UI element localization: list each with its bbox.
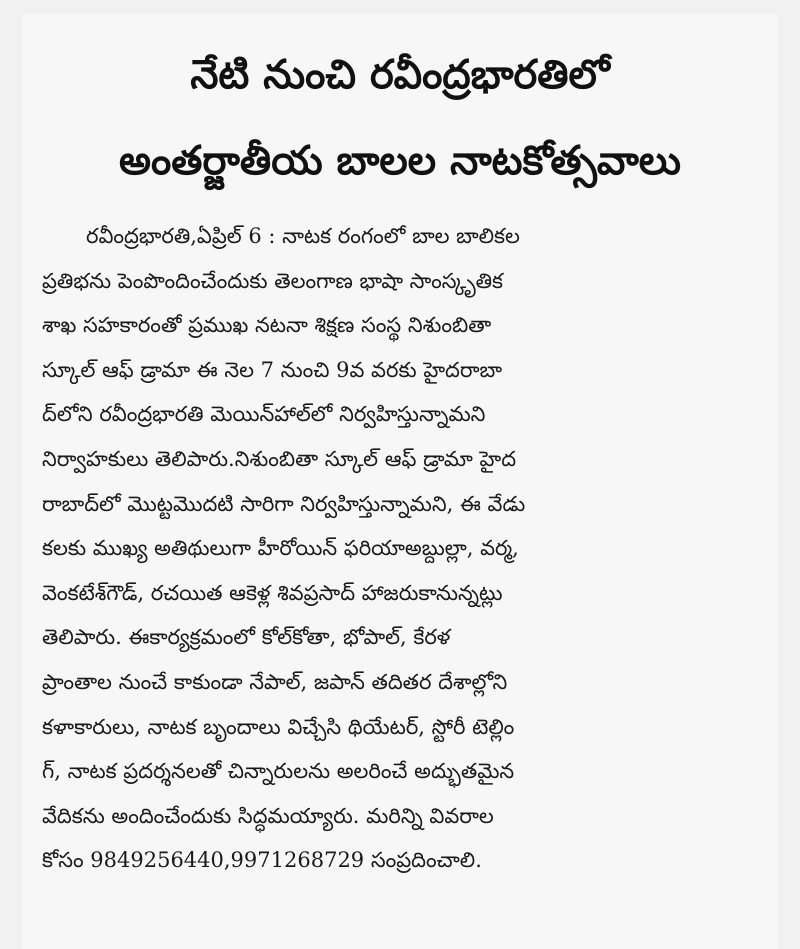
body-line: స్కూల్ ఆఫ్ డ్రామా ఈ నెల 7 నుంచి 9వ వరకు హైదరాబా [42,357,503,382]
body-line: వేదికను అందించేందుకు సిద్ధమయ్యారు. మరిన్ని వివరాల [42,803,494,828]
body-line: కలకు ముఖ్య అతిథులుగా హీరోయిన్ ఫరియాఅబ్దుల్లా, వర్మ, [42,536,519,561]
body-line: ప్రాంతాల నుంచే కాకుండా నేపాల్, జపాన్ తదితర దేశాల్లోని [42,669,508,694]
body-line: కళాకారులు, నాటక బృందాలు విచ్చేసి థియేటర్, స్టోరీ టెల్లిం [42,714,515,739]
headline-line-1: నేటి నుంచి రవీంద్రభారతిలో [190,52,610,98]
body-line: శాఖ సహకారంతో ప్రముఖ నటనా శిక్షణ సంస్థ నిశుంబితా [42,313,492,338]
body-line: వెంకటేశ్‌గౌడ్, రచయిత ఆకెళ్ల శివప్రసాద్ హాజరుకానున్నట్లు [42,580,503,605]
body-line: రాబాద్‌లో మొట్టమొదటి సారిగా నిర్వహిస్తున్నామని, ఈ వేడు [42,491,526,516]
body-line: ప్రతిభను పెంపొందించేందుకు తెలంగాణ భాషా సాంస్కృతిక [42,268,504,293]
article-body [42,214,772,883]
body-line: తెలిపారు. ఈకార్యక్రమంలో కోల్‌కోతా, భోపాల్, కేరళ [42,625,451,650]
body-line: ద్‌లోని రవీంద్రభారతి మెయిన్‌హాల్‌లో నిర్వహిస్తున్నామని [42,402,486,427]
body-line: గ్, నాటక ప్రదర్శనలతో చిన్నారులను అలరించే అద్భుతమైన [42,759,515,784]
body-line: నిర్వాహకులు తెలిపారు.నిశుంబితా స్కూల్ ఆఫ్ డ్రామా హైద [42,446,517,471]
news-clipping [22,14,778,949]
headline-line-2: అంతర్జాతీయ బాలల నాటకోత్సవాలు [119,138,681,184]
body-line: కోసం 9849256440,9971268729 సంప్రదించాలి. [42,848,482,873]
body-line: రవీంద్రభారతి,ఏప్రిల్ 6 : నాటక రంగంలో బాల బాలికల [86,224,520,248]
